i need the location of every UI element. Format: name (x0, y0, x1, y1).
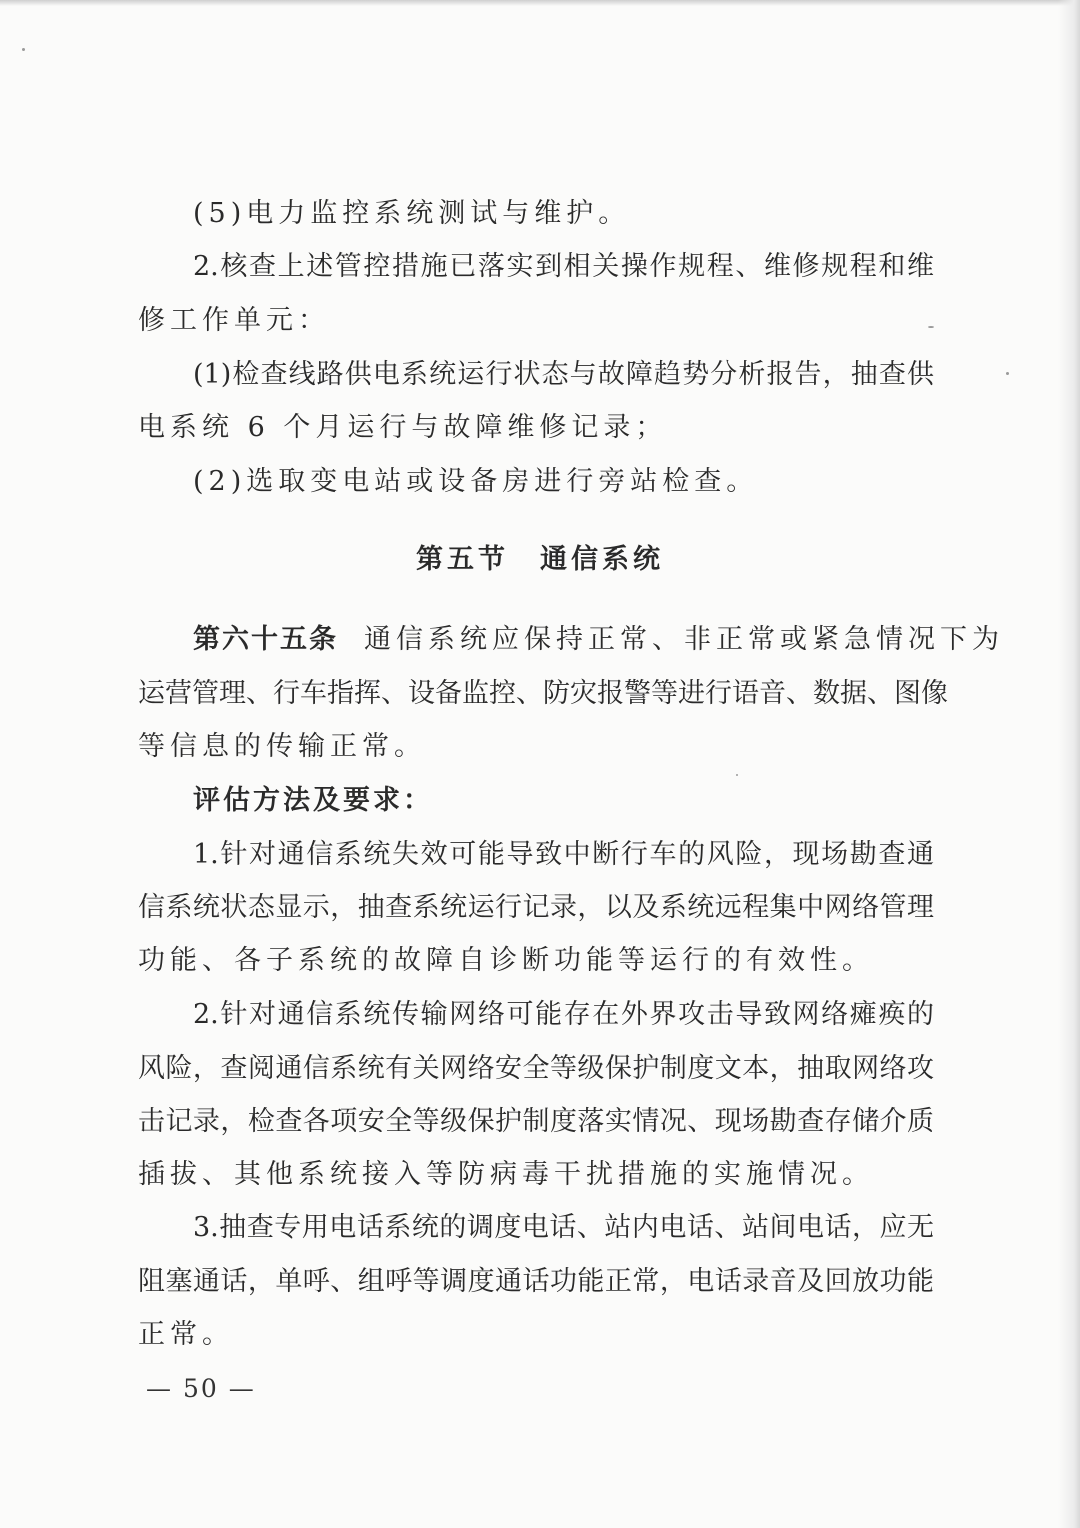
text-line: 运营管理、行车指挥、设备监控、防灾报警等进行语音、数据、图像 (138, 678, 948, 709)
scan-speck (1006, 372, 1009, 375)
method-heading: 评估方法及要求： (193, 785, 433, 816)
article-first-line (193, 620, 1004, 660)
text-line: 阻塞通话，单呼、组呼等调度通话功能正常，电话录音及回放功能 (138, 1266, 934, 1297)
text-line: 功能、各子系统的故障自诊断功能等运行的有效性。 (138, 945, 874, 976)
scan-edge-right (1058, 0, 1080, 1528)
text-line: (5)电力监控系统测试与维护。 (193, 198, 631, 229)
scan-speck (736, 774, 738, 776)
text-line: 风险，查阅通信系统有关网络安全等级保护制度文本，抽取网络攻 (138, 1053, 934, 1084)
text-line: 2.核查上述管控措施已落实到相关操作规程、维修规程和维 (193, 251, 934, 282)
text-line: 插拔、其他系统接入等防病毒干扰措施的实施情况。 (138, 1159, 874, 1190)
text-line: 3.抽查专用电话系统的调度电话、站内电话、站间电话，应无 (193, 1212, 934, 1243)
text-line: (2)选取变电站或设备房进行旁站检查。 (193, 466, 759, 497)
text-line: 等信息的传输正常。 (138, 731, 426, 762)
scan-edge-top (0, 0, 1080, 6)
text-line: 1.针对通信系统失效可能导致中断行车的风险，现场勘查通 (193, 839, 934, 870)
text-line: 电系统 6 个月运行与故障维修记录； (138, 412, 668, 443)
scan-speck (22, 48, 25, 51)
text-line: 正常。 (138, 1319, 234, 1350)
text-line: (1)检查线路供电系统运行状态与故障趋势分析报告，抽查供 (193, 359, 934, 390)
text-line: 2.针对通信系统传输网络可能存在外界攻击导致网络瘫痪的 (193, 999, 934, 1030)
text-line: 修工作单元： (138, 305, 330, 336)
article-text: 通信系统应保持正常、非正常或紧急情况下为 (364, 624, 1004, 655)
text-line: 信系统状态显示，抽查系统运行记录，以及系统远程集中网络管理 (138, 892, 934, 923)
page-number: — 50 — (146, 1374, 256, 1403)
article-title: 第六十五条 (193, 624, 338, 655)
section-heading: 第五节 通信系统 (416, 544, 664, 575)
text-line: 击记录，检查各项安全等级保护制度落实情况、现场勘查存储介质 (138, 1106, 934, 1137)
